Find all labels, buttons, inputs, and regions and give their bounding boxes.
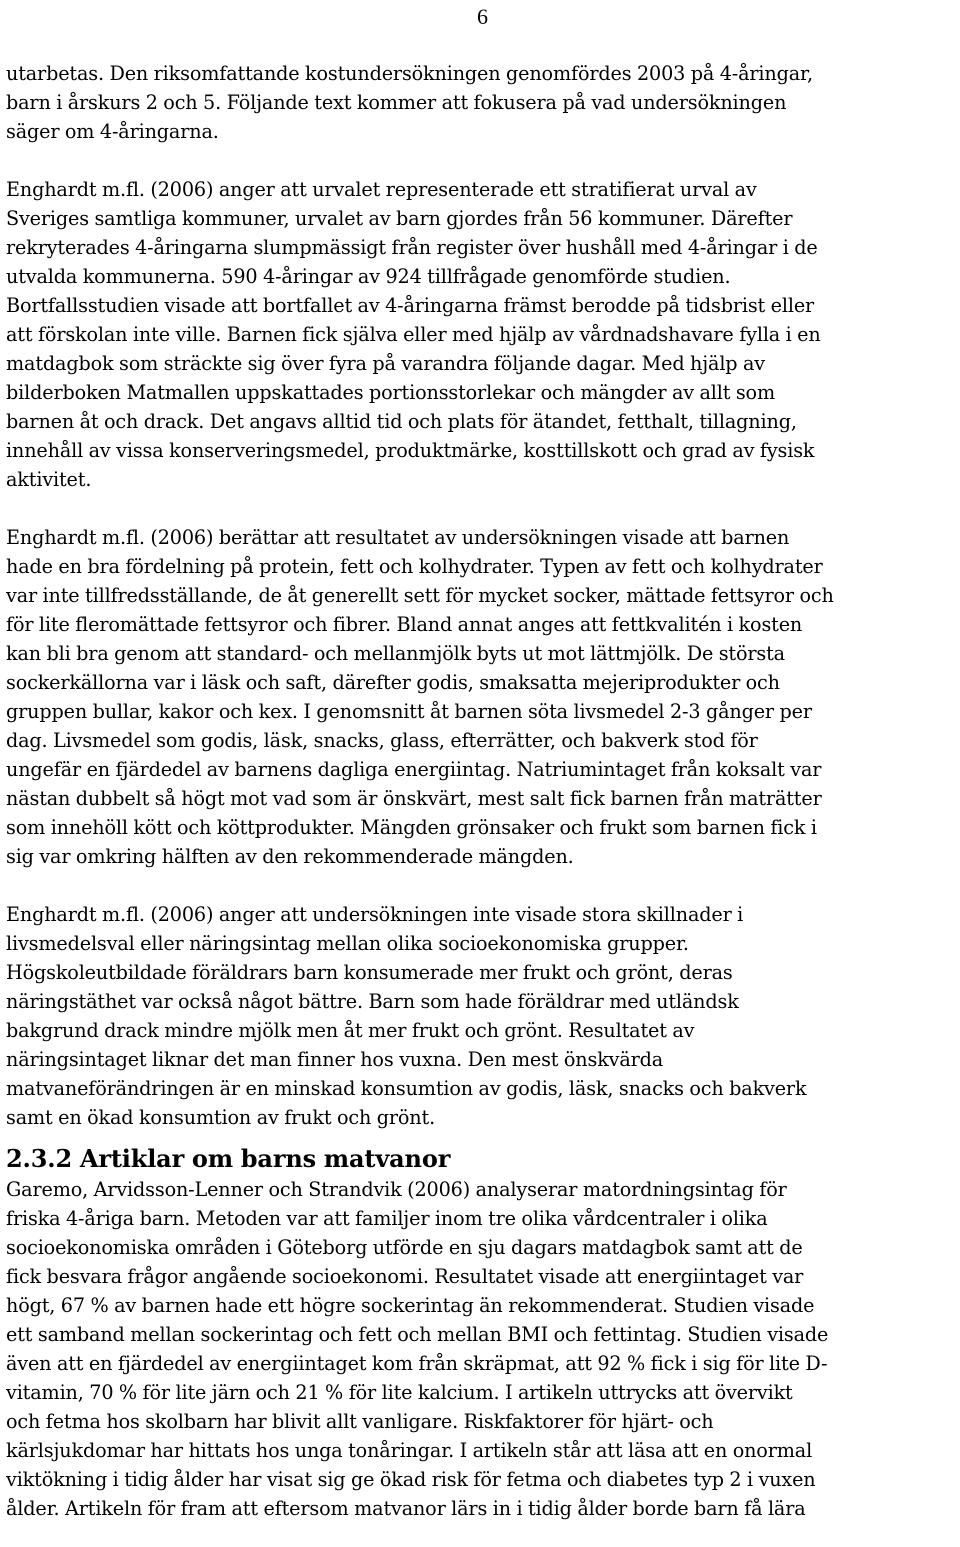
text-line: Högskoleutbildade föräldrars barn konsumerade mer frukt och grönt, deras xyxy=(6,961,733,984)
text-line: fick besvara frågor angående socioekonomi. Resultatet visade att energiintaget var xyxy=(6,1265,804,1288)
text-line: sig var omkring hälften av den rekommenderade mängden. xyxy=(6,845,574,868)
paragraph-garemo-study xyxy=(6,1175,958,1523)
text-line: livsmedelsval eller näringsintag mellan olika socioekonomiska grupper. xyxy=(6,932,689,955)
text-line: utvalda kommunerna. 590 4-åringar av 924 tillfrågade genomförde studien. xyxy=(6,265,731,288)
text-line: Enghardt m.fl. (2006) berättar att resultatet av undersökningen visade att barnen xyxy=(6,526,790,549)
text-line: Garemo, Arvidsson-Lenner och Strandvik (2006) analyserar matordningsintag för xyxy=(6,1178,787,1201)
text-line: var inte tillfredsställande, de åt generellt sett för mycket socker, mättade fettsyror och xyxy=(6,584,834,607)
text-line: hade en bra fördelning på protein, fett och kolhydrater. Typen av fett och kolhydrater xyxy=(6,555,823,578)
text-line: vitamin, 70 % för lite järn och 21 % för lite kalcium. I artikeln uttrycks att övervikt xyxy=(6,1381,793,1404)
text-line: viktökning i tidig ålder har visat sig ge ökad risk för fetma och diabetes typ 2 i vuxen xyxy=(6,1468,816,1491)
text-line: dag. Livsmedel som godis, läsk, snacks, glass, efterrätter, och bakverk stod för xyxy=(6,729,758,752)
text-line: socioekonomiska områden i Göteborg utförde en sju dagars matdagbok samt att de xyxy=(6,1236,803,1259)
page-number: 6 xyxy=(477,4,488,29)
text-line: barnen åt och drack. Det angavs alltid tid och plats för ätandet, fetthalt, tillagning, xyxy=(6,410,797,433)
text-line: rekryterades 4-åringarna slumpmässigt från register över hushåll med 4-åringar i de xyxy=(6,236,818,259)
text-line: friska 4-åriga barn. Metoden var att familjer inom tre olika vårdcentraler i olika xyxy=(6,1207,768,1230)
text-line: innehåll av vissa konserveringsmedel, produktmärke, kosttillskott och grad av fysisk xyxy=(6,439,815,462)
text-line: Bortfallsstudien visade att bortfallet av 4-åringarna främst berodde på tidsbrist eller xyxy=(6,294,815,317)
text-line: för lite fleromättade fettsyror och fibrer. Bland annat anges att fettkvalitén i kosten xyxy=(6,613,803,636)
text-line: som innehöll kött och köttprodukter. Mängden grönsaker och frukt som barnen fick i xyxy=(6,816,817,839)
text-line: kan bli bra genom att standard- och mellanmjölk byts ut mot lättmjölk. De största xyxy=(6,642,785,665)
text-line: högt, 67 % av barnen hade ett högre sockerintag än rekommenderat. Studien visade xyxy=(6,1294,815,1317)
section-heading: 2.3.2 Artiklar om barns matvanor xyxy=(6,1144,451,1173)
text-line: näringstäthet var också något bättre. Barn som hade föräldrar med utländsk xyxy=(6,990,739,1013)
text-line: kärlsjukdomar har hittats hos unga tonåringar. I artikeln står att läsa att en onormal xyxy=(6,1439,813,1462)
text-line: näringsintaget liknar det man finner hos vuxna. Den mest önskvärda xyxy=(6,1048,664,1071)
text-line: Enghardt m.fl. (2006) anger att urvalet representerade ett stratifierat urval av xyxy=(6,178,757,201)
text-line: Sveriges samtliga kommuner, urvalet av barn gjordes från 56 kommuner. Därefter xyxy=(6,207,793,230)
text-line: bakgrund drack mindre mjölk men åt mer frukt och grönt. Resultatet av xyxy=(6,1019,695,1042)
text-line: samt en ökad konsumtion av frukt och grönt. xyxy=(6,1106,436,1129)
text-line: nästan dubbelt så högt mot vad som är önskvärt, mest salt fick barnen från maträtter xyxy=(6,787,822,810)
paragraph-survey-results xyxy=(6,523,958,871)
text-line: ett samband mellan sockerintag och fett och mellan BMI och fettintag. Studien visade xyxy=(6,1323,829,1346)
text-line: gruppen bullar, kakor och kex. I genomsnitt åt barnen söta livsmedel 2-3 gånger per xyxy=(6,700,812,723)
text-line: även att en fjärdedel av energiintaget kom från skräpmat, att 92 % fick i sig för lite D- xyxy=(6,1352,828,1375)
text-line: säger om 4-åringarna. xyxy=(6,120,219,143)
text-line: och fetma hos skolbarn har blivit allt vanligare. Riskfaktorer för hjärt- och xyxy=(6,1410,714,1433)
text-line: ungefär en fjärdedel av barnens dagliga energiintag. Natriumintaget från koksalt var xyxy=(6,758,822,781)
paragraph-intro-continuation xyxy=(6,59,958,146)
text-line: matdagbok som sträckte sig över fyra på varandra följande dagar. Med hjälp av xyxy=(6,352,765,375)
text-line: barn i årskurs 2 och 5. Följande text kommer att fokusera på vad undersökningen xyxy=(6,91,787,114)
text-line: sockerkällorna var i läsk och saft, därefter godis, smaksatta mejeriprodukter och xyxy=(6,671,780,694)
paragraph-socioeconomic-differences xyxy=(6,900,958,1132)
text-line: Enghardt m.fl. (2006) anger att undersökningen inte visade stora skillnader i xyxy=(6,903,744,926)
text-line: ålder. Artikeln för fram att eftersom matvanor lärs in i tidig ålder borde barn få lära xyxy=(6,1497,806,1520)
text-line: matvaneförändringen är en minskad konsumtion av godis, läsk, snacks och bakverk xyxy=(6,1077,807,1100)
text-line: aktivitet. xyxy=(6,468,92,491)
text-line: bilderboken Matmallen uppskattades portionsstorlekar och mängder av allt som xyxy=(6,381,775,404)
text-line: att förskolan inte ville. Barnen fick själva eller med hjälp av vårdnadshavare fylla i en xyxy=(6,323,821,346)
paragraph-sampling-method xyxy=(6,175,958,494)
text-line: utarbetas. Den riksomfattande kostundersökningen genomfördes 2003 på 4-åringar, xyxy=(6,62,813,85)
body-text xyxy=(6,59,958,1523)
